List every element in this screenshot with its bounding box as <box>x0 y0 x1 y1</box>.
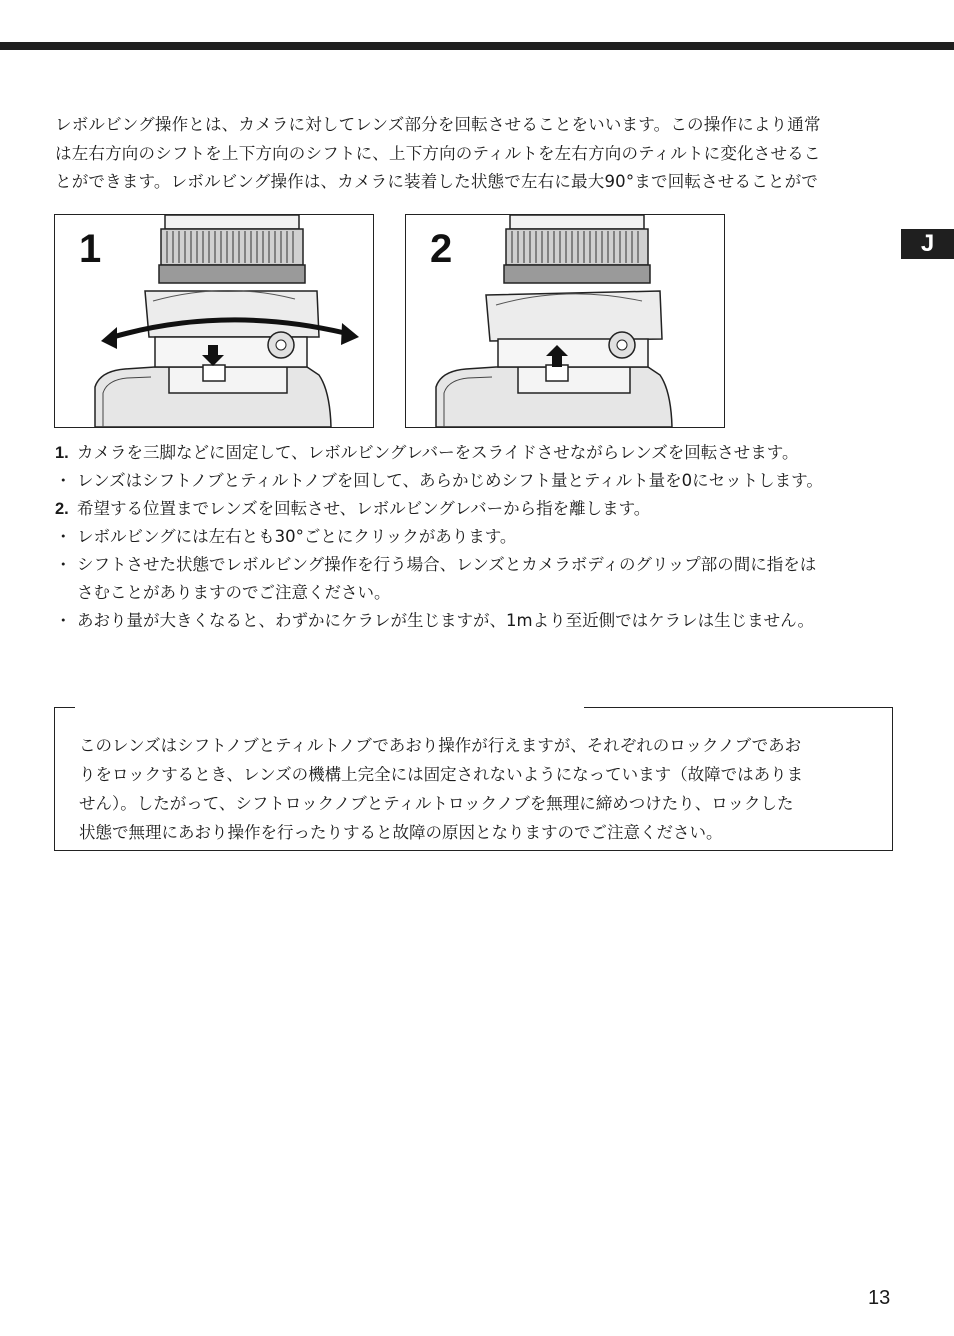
top-rule <box>0 42 954 50</box>
instruction-list <box>55 439 900 635</box>
intro-line: は左右方向のシフトを上下方向のシフトに、上下方向のティルトを左右方向のティルトに変化させるこ <box>55 143 821 163</box>
bullet-continuation <box>55 579 900 607</box>
step-marker: 2. <box>55 500 69 518</box>
step-text: カメラを三脚などに固定して、レボルビングレバーをスライドさせながらレンズを回転させます。 <box>77 443 799 462</box>
bullet-text: さむことがありますのでご注意ください。 <box>77 583 391 602</box>
bullet-text: レボルビングには左右とも30°ごとにクリックがあります。 <box>77 527 517 546</box>
bullet-item <box>55 523 900 551</box>
bullet-text: レンズはシフトノブとティルトノブを回して、あらかじめシフト量とティルト量を0にセットします。 <box>77 471 823 490</box>
figure-2 <box>405 214 725 428</box>
step-text: 希望する位置までレンズを回転させ、レボルビングレバーから指を離します。 <box>77 499 651 518</box>
caution-border-top-right <box>584 707 892 708</box>
caution-line: せん）。したがって、シフトロックノブとティルトロックノブを無理に締めつけたり、ロックした <box>79 794 794 813</box>
bullet-marker: ・ <box>55 527 72 546</box>
caution-line: このレンズはシフトノブとティルトノブであおり操作が行えますが、それぞれのロックノブであお <box>79 736 802 755</box>
caution-border-top-left <box>55 707 75 708</box>
lens-illustration-2 <box>406 215 724 427</box>
lens-illustration-1 <box>55 215 373 427</box>
step-item <box>55 439 900 467</box>
figure-number: 2 <box>430 227 453 271</box>
intro-line: とができます。レボルビング操作は、カメラに装着した状態で左右に最大90°まで回転させることがで <box>55 172 818 191</box>
bullet-item <box>55 467 900 495</box>
bullet-marker: ・ <box>55 471 72 490</box>
bullet-marker: ・ <box>55 555 72 574</box>
step-marker: 1. <box>55 444 69 462</box>
intro-line: レボルビング操作とは、カメラに対してレンズ部分を回転させることをいいます。この操作により通常 <box>55 115 821 134</box>
bullet-item <box>55 551 900 579</box>
caution-box <box>54 707 893 851</box>
bullet-marker: ・ <box>55 611 72 630</box>
caution-line: 状態で無理にあおり操作を行ったりすると故障の原因となりますのでご注意ください。 <box>79 823 723 842</box>
figure-number: 1 <box>79 227 102 271</box>
caution-line: りをロックするとき、レンズの機構上完全には固定されないようになっています（故障ではありま <box>79 765 804 784</box>
page-number: 13 <box>868 1287 891 1309</box>
language-tab: J <box>901 229 954 259</box>
step-item <box>55 495 900 523</box>
bullet-text: あおり量が大きくなると、わずかにケラレが生じますが、1mより至近側ではケラレは生じません。 <box>77 611 815 630</box>
caution-text <box>79 731 879 847</box>
intro-paragraph <box>55 111 897 197</box>
bullet-text: シフトさせた状態でレボルビング操作を行う場合、レンズとカメラボディのグリップ部の間に指をは <box>77 555 817 574</box>
bullet-item <box>55 607 900 635</box>
figure-1 <box>54 214 374 428</box>
